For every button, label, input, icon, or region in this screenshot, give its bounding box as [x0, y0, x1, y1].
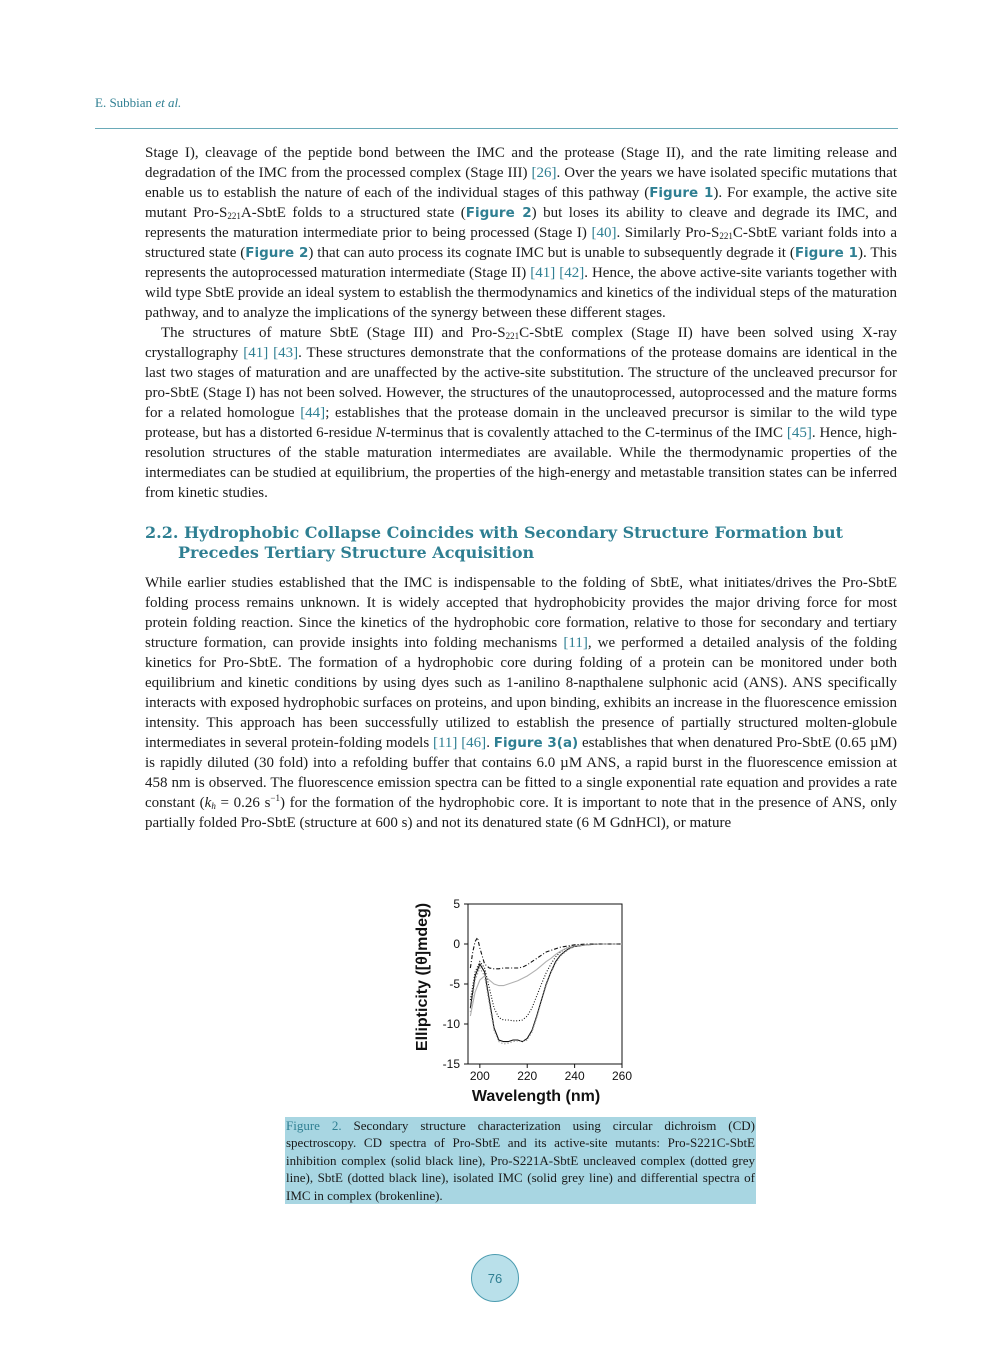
author-name: E. Subbian	[95, 95, 153, 110]
figure-2-link[interactable]: Figure 2	[245, 245, 309, 261]
ref-43[interactable]: [43]	[273, 345, 299, 361]
y-tick-label: 5	[453, 897, 460, 911]
y-tick-label: -5	[449, 977, 460, 991]
x-axis-label: Wavelength (nm)	[471, 1088, 601, 1105]
ref-26[interactable]: [26]	[531, 165, 557, 181]
ref-11[interactable]: [11]	[563, 635, 588, 651]
x-tick-label: 260	[611, 1069, 633, 1083]
y-axis-label: Ellipticity ([θ]mdeg)	[414, 902, 431, 1052]
ref-42[interactable]: [42]	[559, 265, 585, 281]
figure-caption	[285, 1117, 756, 1204]
caption-text: Secondary structure characterization using circular dichroism (CD) spectroscopy. CD spectra of Pro-SbtE and its active-site mutants: Pro-S221C-SbtE inhibition complex (solid black line), Pro-S221A-SbtE uncleaved complex (dotted grey line), SbtE (dotted black line), isolated IMC (solid grey line) and differential spectra of IMC in complex (brokenline).	[286, 1118, 755, 1203]
cd-spectra-chart	[400, 892, 650, 1107]
figure-2-link[interactable]: Figure 2	[465, 205, 532, 221]
page-number: 76	[471, 1254, 519, 1302]
article-body	[145, 143, 897, 833]
running-head	[95, 95, 181, 111]
y-tick-label: -10	[442, 1017, 460, 1031]
paragraph-1: Stage I), cleavage of the peptide bond between the IMC and the protease (Stage II), and the rate limiting release and degradation of the IMC from the processed complex (Stage III) [26]. Over the years we have isolated specific mutations that enable us to establish the nature of each of the individual stages of this pathway (Figure 1). For example, the active site mutant Pro-$S_{221}A$-SbtE folds to a structured state (Figure 2) but loses its ability to cleave and degrade its IMC, and represents the maturation intermediate prior to being processed (Stage I) [40]. Similarly Pro-$S_{221}C$-SbtE variant folds into a structured state (Figure 2) that can auto process its cognate IMC but is unable to subsequently degrade it (Figure 1). This represents the autoprocessed maturation intermediate (Stage II) [41] [42]. Hence, the above active-site variants together with wild type SbtE provide an ideal system to establish the thermodynamics and kinetics of the individual steps of the maturation pathway, and to analyze the implications of the synergy between these different stages.	[145, 145, 898, 321]
figure-3a-link[interactable]: Figure 3(a)	[493, 735, 579, 751]
et-al: et al.	[155, 95, 182, 110]
cd-spectra-svg	[400, 892, 650, 1107]
paragraph-3: While earlier studies established that the IMC is indispensable to the folding of SbtE, what initiates/drives the Pro-SbtE folding process remains unknown. It is widely accepted that hydrophobicity provides the major driving force for most protein folding reaction. Since the kinetics of the hydrophobic core formation, relative to those for secondary and tertiary structure formation, can provide insights into folding mechanisms [11], we performed a detailed analysis of the folding kinetics for Pro-SbtE. The formation of a hydrophobic core during folding of a protein can be monitored under both equilibrium and kinetic conditions by using dyes such as 1-anilino 8-napthalene sulphonic acid (ANS). ANS specifically interacts with exposed hydrophobic surfaces on proteins, and upon binding, exhibits an increase in the fluorescence emission intensity. This approach has been successfully utilized to establish the presence of partially structured molten-globule intermediates in several protein-folding models [11] [46]. Figure 3(a) establishes that when denatured Pro-SbtE (0.65 µM) is rapidly diluted (30 fold) into a refolding buffer that contains 6.0 µM ANS, a rapid burst in the fluorescence emission at 458 nm is observed. The fluorescence emission spectra can be fitted to a single exponential rate equation and provides a rate constant ($k_h = 0.26$ $s^{-1}$) for the formation of the hydrophobic core. It is important to note that in the presence of ANS, only partially folded Pro-SbtE (structure at 600 s) and not its denatured state (6 M GdnHCl), or mature	[145, 575, 898, 831]
series-line-solid-grey	[470, 944, 622, 1016]
x-tick-label: 200	[469, 1069, 490, 1083]
x-tick-label: 240	[564, 1069, 585, 1083]
header-rule	[95, 128, 898, 129]
ref-41[interactable]: [41]	[530, 265, 556, 281]
y-tick-label: -15	[442, 1057, 460, 1071]
ref-41[interactable]: [41]	[243, 345, 269, 361]
ref-40[interactable]: [40]	[591, 225, 617, 241]
ref-46[interactable]: [46]	[461, 735, 487, 751]
ref-45[interactable]: [45]	[786, 425, 812, 441]
figure-1-link[interactable]: Figure 1	[649, 185, 714, 201]
paragraph-2: The structures of mature SbtE (Stage III) and Pro-$S_{221}C$-SbtE complex (Stage II) have been solved using X-ray crystallography [41] [43]. These structures demonstrate that the conformations of the protease domains are identical in the last two stages of maturation and are unaffected by the active-site substitution. The structure of the uncleaved precursor for pro-SbtE (Stage I) has not been solved. However, the structures of the unautoprocessed, autoprocessed and the mature forms for a related homologue [44]; establishes that the protease domain in the uncleaved precursor is similar to the wild type protease, but has a distorted 6-residue N-terminus that is covalently attached to the C-terminus of the IMC [45]. Hence, high-resolution structures of the stable maturation intermediates are available. While the thermodynamic properties of the intermediates can be studied at equilibrium, the properties of the high-energy and metastable transition states can be inferred from kinetic studies.	[145, 325, 897, 501]
y-tick-label: 0	[453, 937, 460, 951]
x-tick-label: 220	[517, 1069, 538, 1083]
ref-11[interactable]: [11]	[432, 735, 458, 751]
figure-1-link[interactable]: Figure 1	[794, 245, 858, 261]
caption-label: Figure 2.	[286, 1118, 342, 1133]
ref-44[interactable]: [44]	[300, 405, 326, 421]
series-line-broken-black	[470, 938, 622, 969]
plot-frame	[468, 904, 622, 1064]
section-heading: 2.2. Hydrophobic Collapse Coincides with Secondary Structure Formation but Precedes Tertiary Structure Acquisition	[145, 523, 843, 562]
series-line-dotted-grey	[470, 944, 622, 1044]
series-line-dotted-black	[470, 944, 622, 1021]
